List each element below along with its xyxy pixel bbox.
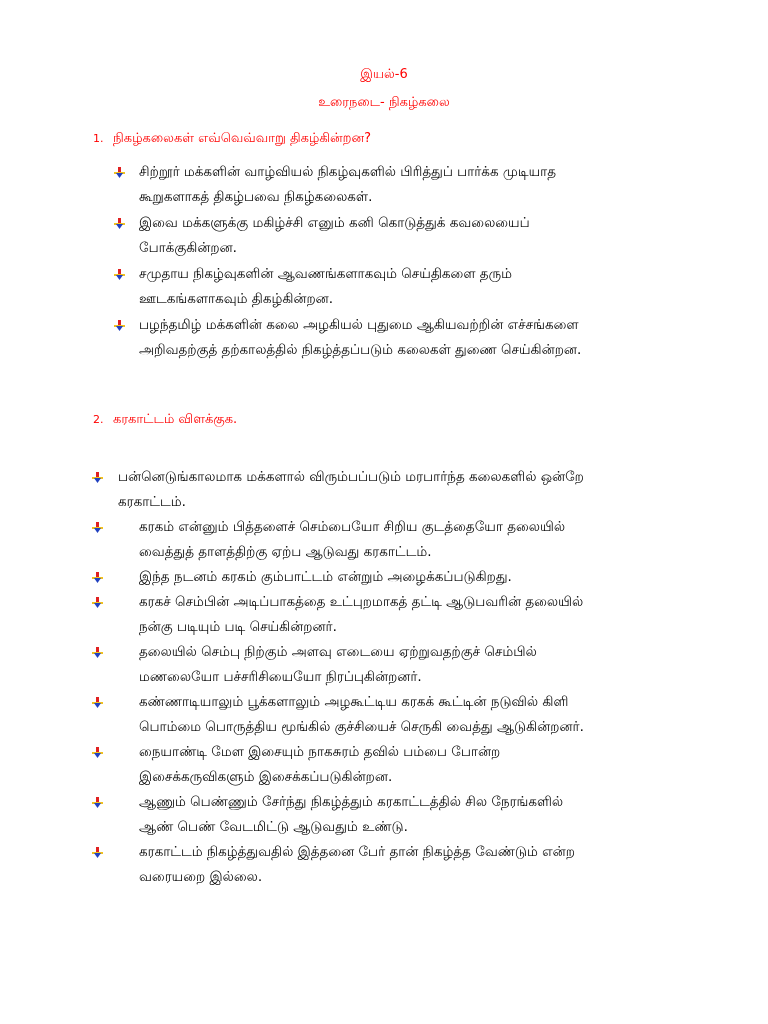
arrow-bullet-icon — [92, 572, 103, 583]
question-1-heading — [93, 130, 371, 148]
arrow-bullet-icon — [92, 797, 103, 808]
list-item-line: சமுதாய நிகழ்வுகளின் ஆவணங்களாகவும் செய்திகளை தரும் — [139, 266, 512, 282]
list-item — [92, 590, 712, 640]
arrow-bullet-icon — [92, 697, 103, 708]
question-2-heading — [93, 411, 237, 429]
list-item — [114, 160, 674, 210]
list-item-line: இசைக்கருவிகளும் இசைக்கப்படுகின்றன. — [139, 769, 393, 785]
list-item-line: கரகச் செம்பின் அடிப்பாகத்தை உட்புறமாகத் தட்டி ஆடுபவரின் தலையில் — [139, 594, 584, 610]
arrow-bullet-icon — [114, 320, 125, 331]
question-2-answer-list — [92, 465, 712, 890]
list-item-line: பன்னெடுங்காலமாக மக்களால் விரும்பப்படும் மரபார்ந்த கலைகளில் ஒன்றே — [118, 469, 584, 485]
list-item — [114, 262, 674, 312]
list-item-line: தலையில் செம்பு நிற்கும் அளவு எடையை ஏற்றுவதற்குச் செம்பில் — [139, 644, 537, 660]
unit-heading: இயல்-6 — [360, 67, 408, 82]
list-item-line: ஆணும் பெண்ணும் சேர்ந்து நிகழ்த்தும் கரகாட்டத்தில் சில நேரங்களில் — [139, 794, 564, 810]
list-item-line: அறிவதற்குத் தற்காலத்தில் நிகழ்த்தப்படும் கலைகள் துணை செய்கின்றன. — [139, 342, 582, 358]
list-item-line: கரகாட்டம் நிகழ்த்துவதில் இத்தனை பேர் தான் நிகழ்த்த வேண்டும் என்ற — [139, 844, 575, 860]
list-item-line: ஊடகங்களாகவும் திகழ்கின்றன. — [139, 291, 334, 307]
question-2-text: கரகாட்டம் விளக்குக. — [113, 412, 238, 427]
list-item-line: கண்ணாடியாலும் பூக்களாலும் அழகூட்டிய கரகக் கூட்டின் நடுவில் கிளி — [139, 694, 569, 710]
arrow-bullet-icon — [92, 847, 103, 858]
list-item-line: வரையறை இல்லை. — [139, 869, 263, 885]
list-item — [92, 465, 712, 515]
list-item-line: கூறுகளாகத் திகழ்பவை நிகழ்கலைகள். — [139, 189, 373, 205]
list-item-line: இந்த நடனம் கரகம் கும்பாட்டம் என்றும் அழைக்கப்படுகிறது. — [139, 569, 512, 585]
list-item-line: போக்குகின்றன. — [139, 240, 237, 256]
arrow-bullet-icon — [114, 167, 125, 178]
list-item — [92, 840, 712, 890]
question-2-number: 2. — [93, 413, 104, 426]
list-item-line: கரகம் என்னும் பித்தளைச் செம்பையோ சிறிய குடத்தையோ தலையில் — [139, 519, 566, 535]
list-item — [92, 640, 712, 690]
question-1-answer-list — [114, 160, 674, 364]
list-item-line: நையாண்டி மேள இசையும் நாகசுரம் தவில் பம்பை போன்ற — [139, 744, 501, 760]
list-item-line: பொம்மை பொருத்திய மூங்கில் குச்சியைச் செருகி வைத்து ஆடுகின்றனர். — [139, 719, 584, 735]
arrow-bullet-icon — [92, 597, 103, 608]
list-item-line: கரகாட்டம். — [118, 494, 186, 510]
question-1-number: 1. — [93, 132, 104, 145]
list-item — [92, 515, 712, 565]
arrow-bullet-icon — [114, 218, 125, 229]
lesson-title: உரைநடை- நிகழ்கலை — [318, 95, 450, 110]
list-item-line: பழந்தமிழ் மக்களின் கலை அழகியல் புதுமை ஆகியவற்றின் எச்சங்களை — [139, 317, 579, 333]
list-item — [114, 313, 674, 363]
list-item-line: வைத்துத் தாளத்திற்கு ஏற்ப ஆடுவது கரகாட்டம். — [139, 544, 432, 560]
arrow-bullet-icon — [92, 522, 103, 533]
list-item-line: மணலையோ பச்சரிசியையோ நிரப்புகின்றனர். — [139, 669, 422, 685]
arrow-bullet-icon — [92, 747, 103, 758]
arrow-bullet-icon — [92, 647, 103, 658]
list-item-line: ஆண் பெண் வேடமிட்டு ஆடுவதும் உண்டு. — [139, 819, 408, 835]
list-item-line: இவை மக்களுக்கு மகிழ்ச்சி எனும் கனி கொடுத்துக் கவலையைப் — [139, 215, 530, 231]
arrow-bullet-icon — [114, 269, 125, 280]
list-item — [114, 211, 674, 261]
list-item-line: நன்கு படியும் படி செய்கின்றனர். — [139, 619, 337, 635]
list-item — [92, 790, 712, 840]
list-item — [92, 690, 712, 740]
list-item-line: சிற்றூர் மக்களின் வாழ்வியல் நிகழ்வுகளில் பிரித்துப் பார்க்க முடியாத — [139, 164, 557, 180]
list-item — [92, 740, 712, 790]
arrow-bullet-icon — [92, 472, 103, 483]
question-1-text: நிகழ்கலைகள் எவ்வெவ்வாறு திகழ்கின்றன? — [113, 131, 371, 146]
list-item — [92, 565, 712, 590]
